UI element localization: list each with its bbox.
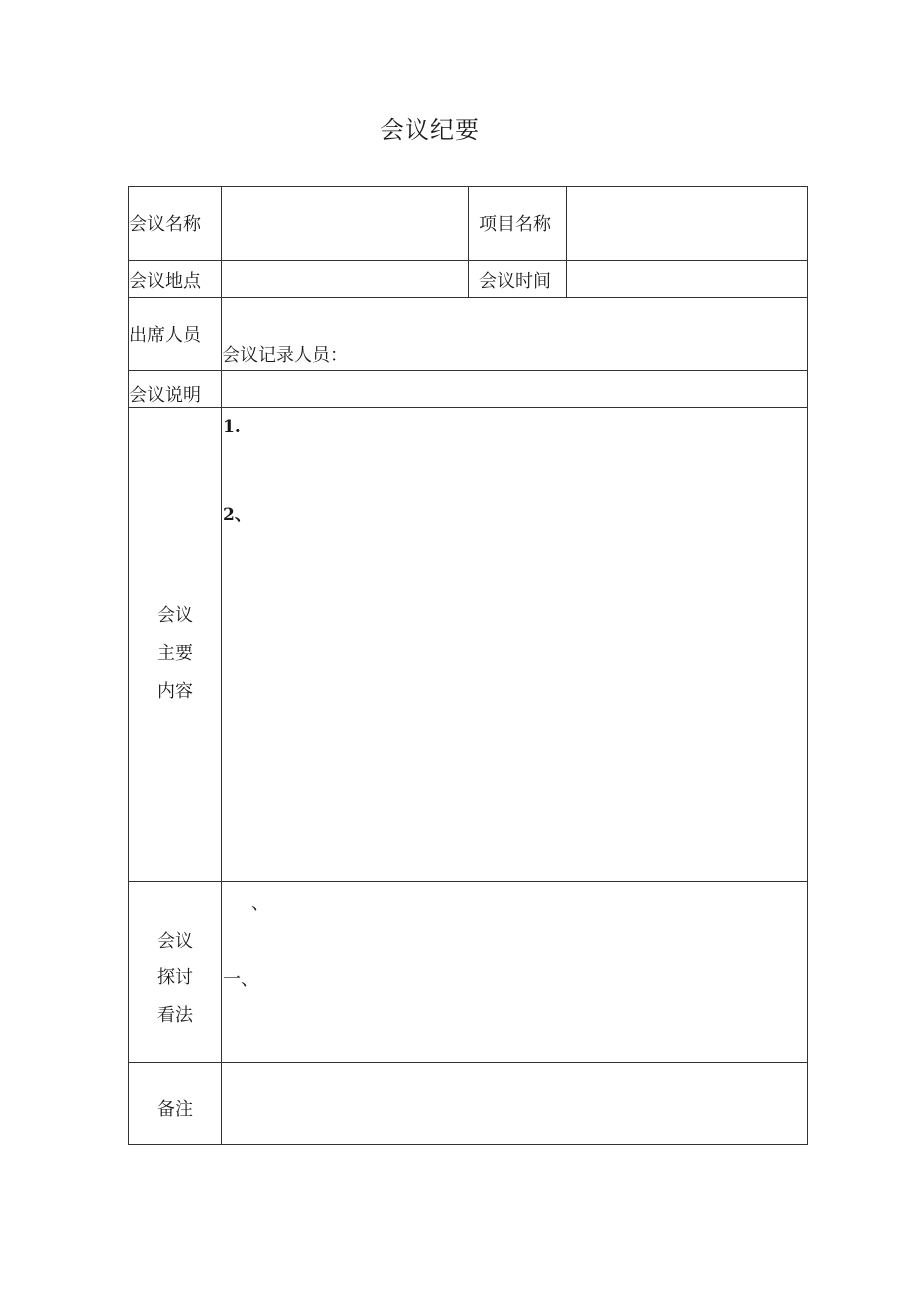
main-content-label-line: 内容 bbox=[157, 681, 193, 702]
discussion-label-line: 看法 bbox=[157, 1005, 193, 1026]
discussion-label bbox=[129, 924, 221, 1036]
main-content-label-line: 会议 bbox=[157, 605, 193, 626]
main-content-item: 1. bbox=[223, 417, 241, 437]
time-label: 会议时间 bbox=[479, 271, 551, 292]
row-divider bbox=[129, 881, 807, 882]
location-field[interactable] bbox=[227, 273, 463, 293]
row-divider bbox=[129, 370, 807, 371]
description-field[interactable] bbox=[227, 382, 799, 402]
discussion-item: 、 bbox=[251, 893, 269, 914]
column-divider bbox=[221, 187, 222, 1144]
row-divider bbox=[129, 407, 807, 408]
column-divider bbox=[566, 187, 567, 297]
discussion-label-line: 探讨 bbox=[157, 967, 193, 988]
time-field[interactable] bbox=[574, 273, 799, 293]
meeting-name-label: 会议名称 bbox=[129, 214, 201, 235]
location-label: 会议地点 bbox=[129, 271, 201, 292]
main-content-item: 2、 bbox=[223, 505, 252, 525]
project-name-field[interactable] bbox=[574, 216, 799, 236]
meeting-form-table bbox=[128, 186, 808, 1145]
attendees-label: 出席人员 bbox=[129, 325, 201, 346]
main-content-label-line: 主要 bbox=[157, 643, 193, 664]
discussion-label-line: 会议 bbox=[157, 931, 193, 952]
recorder-label: 会议记录人员： bbox=[222, 345, 348, 366]
project-name-label: 项目名称 bbox=[479, 214, 551, 235]
document-title: 会议纪要 bbox=[380, 116, 480, 144]
description-label: 会议说明 bbox=[129, 385, 201, 406]
row-divider bbox=[129, 297, 807, 298]
main-content-label bbox=[129, 597, 221, 711]
discussion-item: 一、 bbox=[223, 969, 259, 990]
remarks-field[interactable] bbox=[227, 1077, 799, 1133]
remarks-label: 备注 bbox=[157, 1099, 193, 1120]
meeting-name-field[interactable] bbox=[227, 216, 463, 236]
column-divider bbox=[468, 187, 469, 297]
row-divider bbox=[129, 1062, 807, 1063]
